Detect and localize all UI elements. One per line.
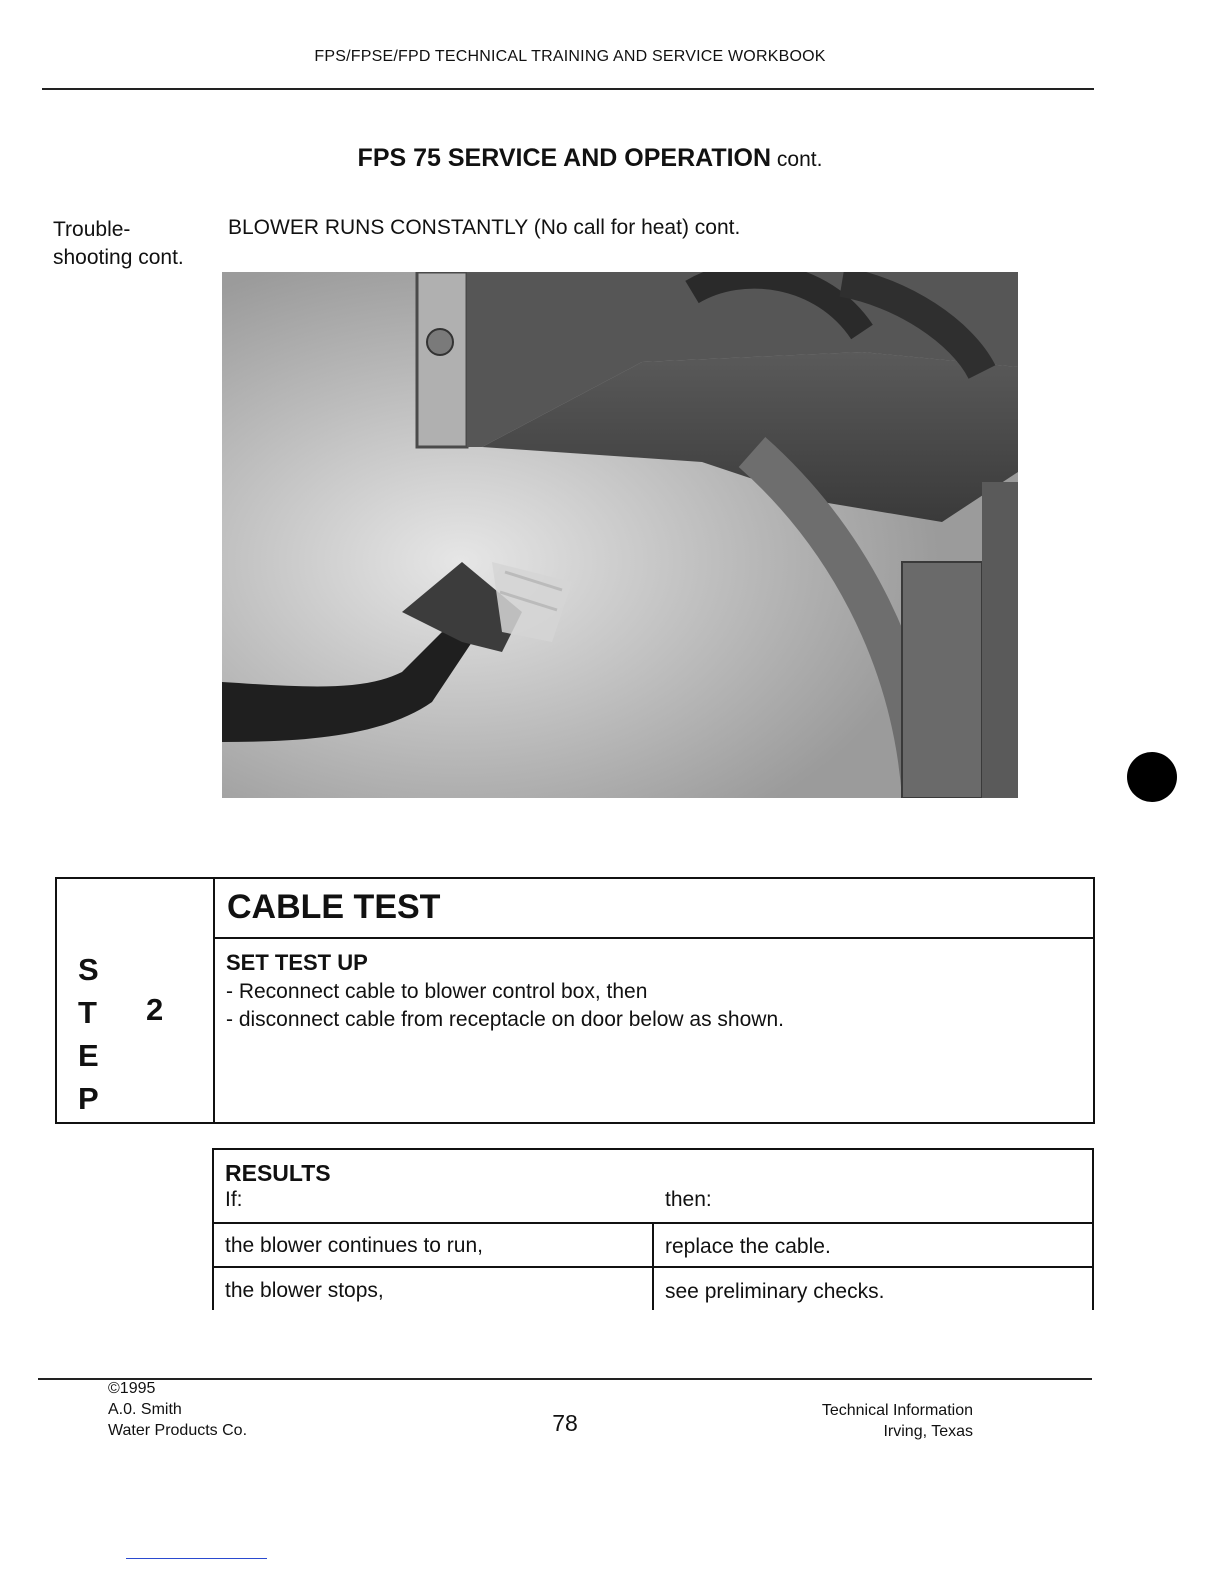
- results-column-divider: [652, 1222, 654, 1310]
- setup-title: SET TEST UP: [226, 950, 368, 975]
- company-division: Water Products Co.: [108, 1422, 248, 1439]
- step-letter: E: [78, 1038, 99, 1073]
- department: Technical Information: [821, 1402, 973, 1419]
- header-rule: [42, 88, 1094, 90]
- workbook-header: FPS/FPSE/FPD TECHNICAL TRAINING AND SERVICE WORKBOOK: [314, 48, 826, 65]
- page-title: [0, 144, 1180, 173]
- step-number: 2: [146, 992, 164, 1027]
- copyright: ©1995: [108, 1380, 156, 1397]
- instruction-line: - disconnect cable from receptacle on door below as shown.: [226, 1008, 784, 1031]
- results-title: RESULTS: [225, 1160, 331, 1186]
- section-subheading: BLOWER RUNS CONSTANTLY (No call for heat) cont.: [228, 216, 741, 239]
- page-number: 78: [552, 1410, 578, 1436]
- step-title: CABLE TEST: [227, 888, 441, 926]
- result-then-cell: see preliminary checks.: [665, 1280, 885, 1303]
- side-label-line-1: Trouble-: [53, 218, 131, 241]
- results-if-label: If:: [225, 1188, 243, 1211]
- result-if-cell: the blower continues to run,: [225, 1234, 483, 1257]
- result-if-cell: the blower stops,: [225, 1279, 384, 1302]
- result-then-cell: replace the cable.: [665, 1235, 831, 1258]
- step-divider: [213, 877, 215, 1122]
- setup-instructions: [226, 978, 784, 1034]
- step-letter: S: [78, 952, 99, 987]
- cable-photo: [222, 272, 1018, 798]
- page-title-suffix: cont.: [771, 148, 823, 171]
- results-then-label: then:: [665, 1188, 712, 1211]
- step-letter: T: [78, 995, 97, 1030]
- step-title-rule: [213, 937, 1093, 939]
- cable-photo-illustration: [222, 272, 1018, 798]
- side-label-line-2: shooting cont.: [53, 246, 184, 269]
- step-letter: P: [78, 1081, 99, 1116]
- instruction-line: - Reconnect cable to blower control box, then: [226, 980, 648, 1003]
- link-underline: [126, 1558, 267, 1559]
- side-label: [53, 216, 184, 272]
- company-name: A.0. Smith: [108, 1401, 182, 1418]
- step-label: [78, 948, 99, 1120]
- location: Irving, Texas: [883, 1423, 973, 1440]
- binder-hole-dot: [1127, 752, 1177, 802]
- page-title-main: FPS 75 SERVICE AND OPERATION: [357, 144, 772, 172]
- footer-department-block: [760, 1400, 973, 1442]
